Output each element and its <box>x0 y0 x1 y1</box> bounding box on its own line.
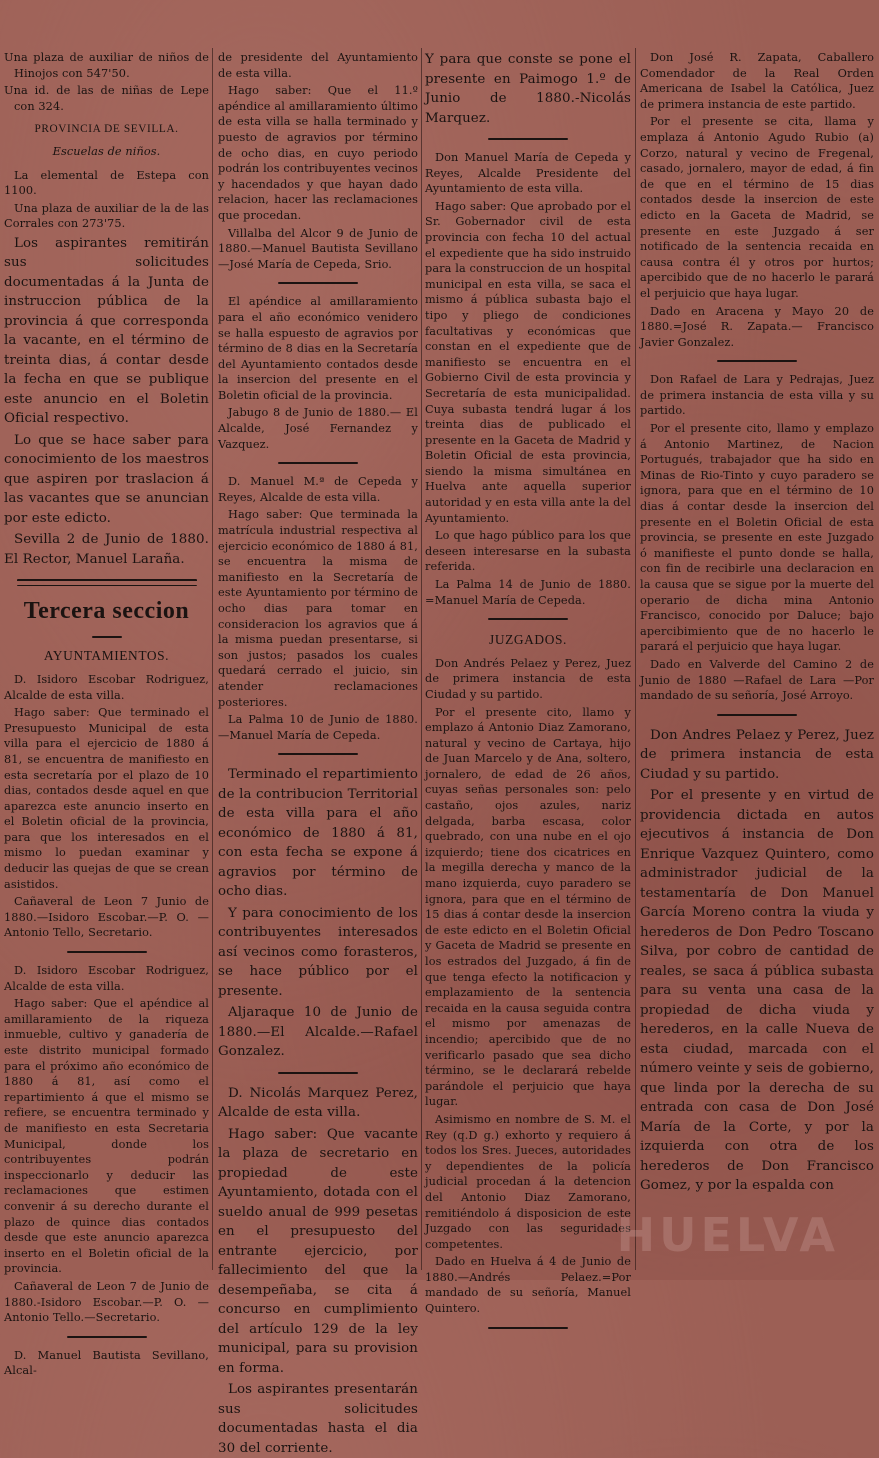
paragraph: Don Andres Pelaez y Perez, Juez de primera instancia de esta Ciudad y su partido. <box>640 727 874 782</box>
signature-line: Cañaveral de Leon 7 de Junio de 1880.-Isidoro Escobar.—P. O. — Antonio Tello.—Secretario. <box>4 1279 209 1325</box>
paragraph: Y para conocimiento de los contribuyentes interesados así vecinos como forasteros, se hace público por el presente. <box>218 905 418 999</box>
paragraph: D. Nicolás Marquez Perez, Alcalde de esta villa. <box>218 1085 418 1121</box>
paragraph: Hago saber: Que vacante la plaza de secretario en propiedad de este Ayuntamiento, dotada con el sueldo anual de 999 pesetas en el presupuesto del entrante ejercicio, por fallecimiento del que la desempeñaba, se cita á concurso en cumplimiento del artículo 129 de la ley municipal, para su provision en forma. <box>218 1126 418 1376</box>
column-2 <box>218 50 418 1456</box>
column-rule <box>635 48 636 1270</box>
separator <box>488 618 568 620</box>
paragraph: Una plaza de auxiliar de niños de Hinojos con 547'50. <box>4 51 209 80</box>
paragraph: D. Manuel Bautista Sevillano, Alcal- <box>4 1348 209 1378</box>
signature-line: Dado en Aracena y Mayo 20 de 1880.=José R. Zapata.— Francisco Javier Gonzalez. <box>640 304 874 349</box>
section-heading: AYUNTAMIENTOS. <box>43 648 170 664</box>
signature-line: La Palma 14 de Junio de 1880. =Manuel María de Cepeda. <box>425 578 631 607</box>
paragraph: Una id. de las de niñas de Lepe con 324. <box>4 84 209 113</box>
column-rule <box>421 48 422 1270</box>
paragraph: Los aspirantes remitirán sus solicitudes documentadas á la Junta de instruccion pública de la provincia á que corresponda la vacante, en el término de treinta dias, á contar desde la fecha en que se publique este anuncio en el Boletin Oficial respectivo. <box>4 235 209 427</box>
separator <box>67 951 147 953</box>
paragraph: Por el presente cito, llamo y emplazo á Antonio Diaz Zamorano, natural y vecino de Cartaya, hijo de Juan Marcelo y de Ana, soltero, jornalero, de edad de 26 años, cuyas señas personales son: pelo castaño, ojos azules, nariz delgada, barba escasa, color quebrado, con una nube en el ojo izquierdo; tiene dos cicatrices en la megilla derecha y manco de la mano izquierda, cuyo paradero se ignora, para que en el término de 15 dias á contar desde la insercion de este edicto en el Boletin Oficial y Gaceta de Madrid se presente en los estrados del Juzgado, á fin de que tenga efecto la notificacion y emplazamiento de la sentencia recaida en la causa seguida contra el mismo por amenazas de incendio; apercibido que de no verificarlo pasado que sea dicho término, se le declarará rebelde parándole el perjuicio que haya lugar. <box>425 705 631 1109</box>
signature-line: Jabugo 8 de Junio de 1880.— El Alcalde, José Fernandez y Vazquez. <box>218 406 418 451</box>
paragraph: Hago saber: Que terminada la matrícula industrial respectiva al ejercicio económico de 1880 á 81, se encuentra la misma de manifiesto en la Secretaría de este Ayuntamiento por término de ocho dias para tomar en consideracion los agravios que á la misma puedan presentarse, si son justos; pasados los cuales quedará cerrado el juicio, sin atender reclamaciones posteriores. <box>218 508 418 709</box>
separator <box>278 753 358 755</box>
paragraph: Don José R. Zapata, Caballero Comendador de la Real Orden Americana de Isabel la Católica, Juez de primera instancia de este partido. <box>640 51 874 111</box>
paragraph: Y para que conste se pone el presente en Paimogo 1.º de Junio de 1880.-Nicolás Marquez. <box>425 52 631 126</box>
paragraph: Por el presente y en virtud de providencia dictada en autos ejecutivos á instancia de Don Enrique Vazquez Quintero, como administrador judicial de la testamentaría de Don Manuel García Moreno contra la viuda y herederos de Don Pedro Toscano Silva, por cobro de cantidad de reales, se saca á pública subasta para su venta una casa de la propiedad de dicha viuda y herederos, en la calle Nueva de esta ciudad, marcada con el número veinte y seis de gobierno, que linda por la derecha de su entrada con casa de Don José María de la Corte, y por la izquierda con otra de los herederos de Don Francisco Gomez, y por la espalda con <box>640 788 874 1194</box>
signature-line: Cañaveral de Leon 7 Junio de 1880.—Isidoro Escobar.—P. O. —Antonio Tello, Secretario. <box>4 895 209 940</box>
paragraph: Don Andrés Pelaez y Perez, Juez de primera instancia de esta Ciudad y su partido. <box>425 656 631 701</box>
paragraph: Los aspirantes presentarán sus solicitudes documentadas hasta el dia 30 del corriente. <box>218 1382 418 1456</box>
signature-line: Villalba del Alcor 9 de Junio de 1880.—Manuel Bautista Sevillano —José María de Cepeda, Srio. <box>218 226 418 271</box>
column-rule <box>212 48 213 1270</box>
paragraph: Por el presente se cita, llama y emplaza á Antonio Agudo Rubio (a) Corzo, natural y vecino de Fregenal, casado, jornalero, mayor de edad, á fin de que en el término de 15 dias contados desde la insercion de este edicto en la Gaceta de Madrid, se presente en este Juzgado á ser notificado de la sentencia recaida en causa contra él y otros por hurtos; apercibido que de no hacerlo le parará el perjuicio que haya lugar. <box>640 115 874 300</box>
section-heading: JUZGADOS. <box>489 632 567 648</box>
paragraph: Asimismo en nombre de S. M. el Rey (q.D g.) exhorto y requiero á todos los Sres. Jueces, autoridades y dependientes de la policía judicial procedan á la detencion del Antonio Diaz Zamorano, remitiéndolo á disposicion de este Juzgado con las seguridades competentes. <box>425 1112 631 1251</box>
section-title: Tercera seccion <box>23 598 190 625</box>
paragraph: Hago saber: Que aprobado por el Sr. Gobernador civil de esta provincia con fecha 10 del actual el expediente que ha sido instruido para la construccion de un hospital municipal en esta villa, se saca el mismo á pública subasta bajo el tipo y pliego de condiciones facultativas y económicas que constan en el expediente que de manifiesto se encuentra en el Gobierno Civil de esta provincia y Secretaría de esta municipalidad. Cuya subasta tendrá lugar á los treinta dias de publicado el presente en la Gaceta de Madrid y Boletin Oficial de esta provincia, siendo la misma simultánea en Huelva ante aquella superior autoridad y en esta villa ante la del Ayuntamiento. <box>425 199 631 525</box>
separator <box>717 714 797 716</box>
separator <box>278 462 358 464</box>
paragraph: D. Isidoro Escobar Rodriguez, Alcalde de esta villa. <box>4 964 209 993</box>
subheading: Escuelas de niños. <box>52 144 161 158</box>
signature-line: Dado en Valverde del Camino 2 de Junio de 1880 —Rafael de Lara —Por mandado de su señoría, José Arroyo. <box>640 657 874 703</box>
paragraph: Terminado el repartimiento de la contribucion Territorial de esta villa para el año económico de 1880 á 81, con esta fecha se expone á agravios por término de ocho dias. <box>218 767 418 900</box>
paragraph: de presidente del Ayuntamiento de esta villa. <box>218 51 418 80</box>
paragraph: Don Manuel María de Cepeda y Reyes, Alcalde Presidente del Ayuntamiento de esta villa. <box>425 151 631 196</box>
separator <box>488 1327 568 1329</box>
signature-line: Aljaraque 10 de Junio de 1880.—El Alcalde.—Rafael Gonzalez. <box>218 1005 418 1060</box>
paragraph: Hago saber: Que el 11.º apéndice al amillaramiento último de esta villa se halla terminado y puesto de agravios por término de ocho dias, en cuyo periodo podrán los contribuyentes vecinos y hacendados y que hayan dado relacion, hacer las reclamaciones que procedan. <box>218 84 418 222</box>
paragraph: Don Rafael de Lara y Pedrajas, Juez de primera instancia de esta villa y su partido. <box>640 373 874 418</box>
separator <box>278 1072 358 1074</box>
section-heading: PROVINCIA DE SEVILLA. <box>34 123 179 136</box>
signature-line: Dado en Huelva á 4 de Junio de 1880.—Andrés Pelaez.=Por mandado de su señoría, Manuel Quintero. <box>425 1255 631 1316</box>
paragraph: El apéndice al amillaramiento para el año económico venidero se halla espuesto de agravios por término de 8 dias en la Secretaría del Ayuntamiento contados desde la insercion del presente en el Boletin oficial de la provincia. <box>218 295 418 402</box>
column-3 <box>425 50 631 1316</box>
separator <box>717 360 797 362</box>
paragraph: Por el presente cito, llamo y emplazo á Antonio Martinez, de Nacion Portugués, trabajador que ha sido en Minas de Rio-Tinto y cuyo paradero se ignora, para que en el término de 10 dias á contar desde la insercion del presente en el Boletin Oficial de esta provincia, se presente en este Juzgado ó manifieste el punto donde se halla, con fin de recibirle una declaracion en la causa que se sigue por la muerte del operario de dicha mina Antonio Francisco, conocido por Daluce; bajo apercibimiento que de no hacerlo le parará el perjuicio que haya lugar. <box>640 422 874 654</box>
signature-line: La Palma 10 de Junio de 1880. —Manuel María de Cepeda. <box>218 713 418 742</box>
column-4 <box>640 50 874 1272</box>
separator <box>488 138 568 140</box>
separator <box>67 1336 147 1338</box>
watermark: HUELVA <box>616 1208 839 1262</box>
paragraph: Lo que se hace saber para conocimiento de los maestros que aspiren por traslacion á las vacantes que se anuncian por este edicto. <box>4 432 209 526</box>
paragraph: Hago saber: Que el apéndice al amillaramiento de la riqueza inmueble, cultivo y ganadería de este distrito municipal formado para el próximo año económico de 1880 á 81, así como el repartimiento á que el mismo se refiere, se encuentra terminado y de manifiesto en esta Secretaria Municipal, donde los contribuyentes podrán inspeccionarlo y deducir las reclamaciones que estimen convenir á su derecho durante el plazo de quince dias contados desde que este anuncio aparezca inserto en el Boletin oficial de la provincia. <box>4 997 209 1276</box>
separator <box>92 636 122 638</box>
paragraph: D. Isidoro Escobar Rodriguez, Alcalde de esta villa. <box>4 672 209 702</box>
separator <box>278 282 358 284</box>
paragraph: La elemental de Estepa con 1100. <box>4 168 209 198</box>
paragraph: D. Manuel M.ª de Cepeda y Reyes, Alcalde de esta villa. <box>218 475 418 504</box>
paragraph: Hago saber: Que terminado el Presupuesto Municipal de esta villa para el ejercicio de 1880 á 81, se encuentra de manifiesto en esta secretaría por el plazo de 10 dias, contados desde aquel en que aparezca este anuncio inserto en el Boletin oficial de la provincia, para que los interesados en el mismo lo puedan examinar y deducir las quejas de que se crean asistidos. <box>4 706 209 891</box>
column-1 <box>4 50 209 1378</box>
separator <box>17 579 197 586</box>
paragraph: Una plaza de auxiliar de la de las Corrales con 273'75. <box>4 201 209 231</box>
signature-line: Sevilla 2 de Junio de 1880. El Rector, Manuel Laraña. <box>4 532 209 567</box>
paragraph: Lo que hago público para los que deseen interesarse en la subasta referida. <box>425 529 631 574</box>
